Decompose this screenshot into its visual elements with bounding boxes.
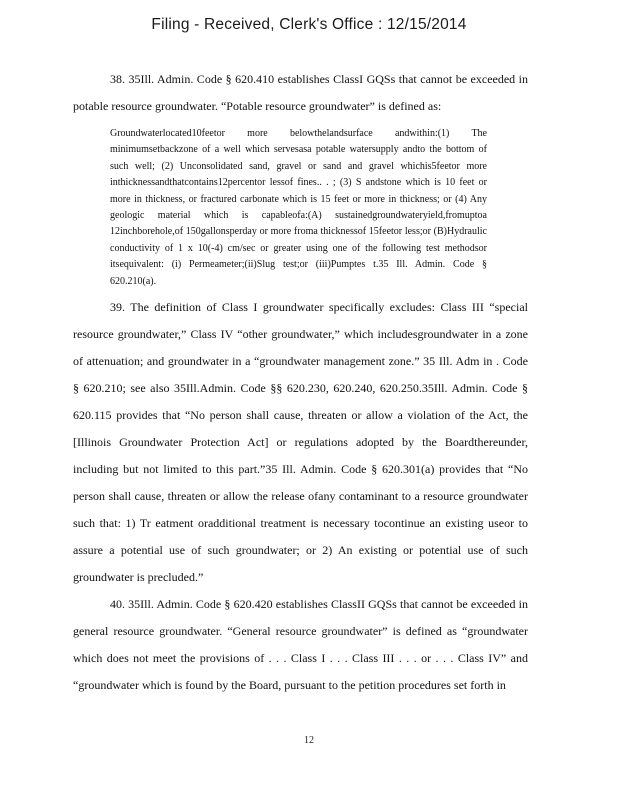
paragraph-38: 38. 35Ill. Admin. Code § 620.410 establishes ClassI GQSs that cannot be exceeded in potable resource groundwater. “Potable resource groundwater” is defined as: — [73, 72, 528, 113]
block-quote-potable-definition: Groundwaterlocated10feetor more belowthelandsurface andwithin:(1) The minimumsetbackzone of a well which servesasa potable watersupply andto the bottom of such well; (2) Unconsolidated sand, gravel or sand and gravel whichis5feetor more inthicknessandthatcontains12percentor lessof fines.. . ; (3) S andstone which is 10 feet or more in thickness, or fractured carbonate which is 15 feet or more in thickness; or (4) Any geologic material which is capableofa:(A) sustainedgroundwateryield,fromuptoa 12inchborehole,of 150gallonsperday or more froma thicknessof 15feetor less;or (B)Hydraulic conductivity of 1 x 10(-4) cm/sec or greater using one of the following test methodsor itsequivalent: (i) Permeameter;(ii)Slug test;or (iii)Pumptes t.35 Ill. Admin. Code § 620.210(a). — [110, 128, 487, 287]
document-body — [73, 66, 528, 699]
page-number: 12 — [304, 735, 314, 746]
paragraph-40: 40. 35Ill. Admin. Code § 620.420 establishes ClassII GQSs that cannot be exceeded in general resource groundwater. “General resource groundwater” is defined as “groundwater which does not meet the provisions of . . . Class I . . . Class III . . . or . . . Class IV” and “groundwater which is found by the Board, pursuant to the petition procedures set forth in — [73, 597, 528, 693]
paragraph-39: 39. The definition of Class I groundwater specifically excludes: Class III “special resource groundwater,” Class IV “other groundwater,” which includesgroundwater in a zone of attenuation; and groundwater in a “groundwater management zone.” 35 Ill. Adm in . Code § 620.210; see also 35Ill.Admin. Code §§ 620.230, 620.240, 620.250.35Ill. Admin. Code § 620.115 provides that “No person shall cause, threaten or allow a violation of the Act, the [Illinois Groundwater Protection Act] or regulations adopted by the Boardthereunder, including but not limited to this part.”35 Ill. Admin. Code § 620.301(a) provides that “No person shall cause, threaten or allow the release ofany contaminant to a resource groundwater such that: 1) Tr eatment oradditional treatment is necessary tocontinue an existing useor to assure a potential use of such groundwater; or 2) An existing or potential use of such groundwater is precluded.” — [73, 300, 528, 585]
filing-stamp-header: Filing - Received, Clerk's Office : 12/15/2014 — [151, 16, 467, 33]
